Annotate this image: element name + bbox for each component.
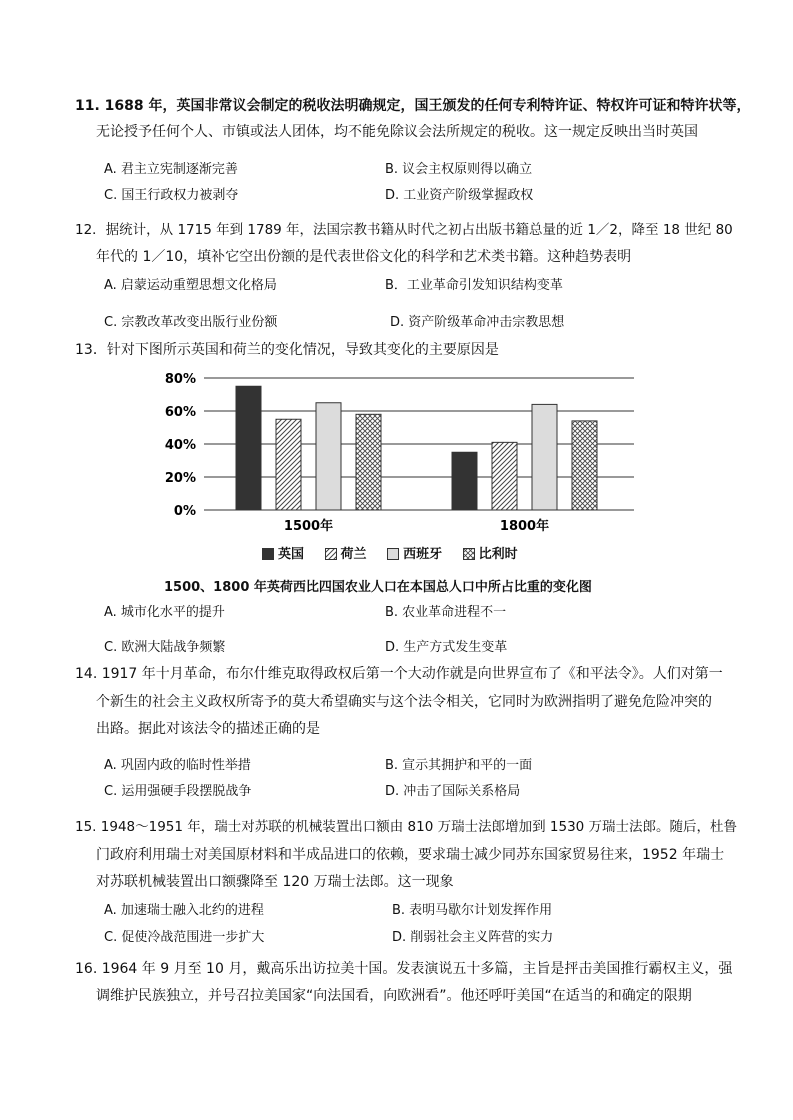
q11-stem-line1: 11. 1688 年，英国非常议会制定的税收法明确规定，国王颁发的任何专利特许证、特权许可证和特许状等，: [75, 98, 751, 114]
q11-option-c: C. 国王行政权力被剥夺: [104, 188, 239, 203]
bar-belgium-0: [356, 414, 381, 510]
y-tick-label: 60%: [164, 405, 196, 420]
q14-option-d: D. 冲击了国际关系格局: [385, 784, 521, 799]
q15-option-d: D. 削弱社会主义阵营的实力: [392, 930, 554, 945]
q13-option-d: D. 生产方式发生变革: [385, 640, 508, 655]
bar-netherlands-1: [492, 442, 517, 510]
q15-option-b: B. 表明马歇尔计划发挥作用: [392, 903, 553, 918]
agricultural-population-chart: [160, 366, 640, 536]
y-tick-label: 20%: [164, 471, 196, 486]
q11-option-b: B. 议会主权原则得以确立: [385, 162, 533, 177]
bar-netherlands-0: [276, 419, 301, 510]
legend-item-britain: [262, 547, 304, 562]
q14-stem-line1: 14. 1917 年十月革命，布尔什维克取得政权后第一个大动作就是向世界宣布了《和平法令》。人们对第一: [75, 666, 723, 682]
chart-y-ticks: [165, 372, 196, 519]
legend-label-spain: 西班牙: [403, 547, 443, 562]
q11-option-a: A. 君主立宪制逐渐完善: [104, 162, 238, 177]
y-tick-label: 40%: [164, 438, 196, 453]
q12-option-a: A. 启蒙运动重塑思想文化格局: [104, 278, 277, 293]
bar-spain-0: [316, 403, 341, 510]
q15-stem-line3: 对苏联机械装置出口额骤降至 120 万瑞士法郎。这一现象: [96, 874, 454, 890]
chart-x-ticks: [284, 518, 549, 534]
x-tick-label: 1500年: [283, 519, 334, 534]
q14-stem-line3: 出路。据此对该法令的描述正确的是: [96, 721, 320, 737]
y-tick-label: 0%: [173, 504, 196, 519]
q12-stem-line2: 年代的 1／10，填补它空出份额的是代表世俗文化的科学和艺术类书籍。这种趋势表明: [96, 249, 632, 265]
legend-label-britain: 英国: [278, 547, 305, 562]
chart-caption: 1500、1800 年英荷西比四国农业人口在本国总人口中所占比重的变化图: [164, 580, 592, 595]
q14-option-c: C. 运用强硬手段摆脱战争: [104, 784, 252, 799]
legend-item-spain: [387, 547, 442, 562]
q12-stem-line1: 12．据统计，从 1715 年到 1789 年，法国宗教书籍从时代之初占出版书籍总量的近 1／2，降至 18 世纪 80: [75, 222, 733, 238]
bar-britain-1: [452, 452, 477, 510]
legend-label-belgium: 比利时: [478, 547, 518, 562]
q12-option-d: D. 资产阶级革命冲击宗教思想: [390, 315, 565, 330]
q12-option-b: B．工业革命引发知识结构变革: [385, 278, 563, 293]
q15-option-c: C. 促使冷战范围进一步扩大: [104, 930, 265, 945]
q15-stem-line1: 15. 1948～1951 年，瑞士对苏联的机械装置出口额由 810 万瑞士法郎增加到 1530 万瑞士法郎。随后，杜鲁: [75, 819, 738, 835]
bar-britain-0: [236, 386, 261, 510]
chart-bars: [236, 386, 597, 510]
q13-option-b: B. 农业革命进程不一: [385, 605, 507, 620]
bar-belgium-1: [572, 421, 597, 510]
q16-stem-line2: 调维护民族独立，并号召拉美国家“向法国看，向欧洲看”。他还呼吁美国“在适当的和确定的限期: [96, 988, 692, 1004]
q14-option-a: A. 巩固内政的临时性举措: [104, 758, 251, 773]
q14-option-b: B. 宣示其拥护和平的一面: [385, 758, 533, 773]
q12-option-c: C. 宗教改革改变出版行业份额: [104, 315, 278, 330]
bar-spain-1: [532, 404, 557, 510]
q14-stem-line2: 个新生的社会主义政权所寄予的莫大希望确实与这个法令相关，它同时为欧洲指明了避免危险冲突的: [96, 694, 712, 710]
q16-stem-line1: 16. 1964 年 9 月至 10 月，戴高乐出访拉美十国。发表演说五十多篇，主旨是抨击美国推行霸权主义，强: [75, 961, 733, 977]
legend-label-netherlands: 荷兰: [340, 547, 367, 562]
q13-option-c: C. 欧洲大陆战争频繁: [104, 640, 226, 655]
q13-option-a: A. 城市化水平的提升: [104, 605, 225, 620]
y-tick-label: 80%: [164, 372, 196, 387]
legend-item-belgium: [463, 547, 518, 562]
chart-legend: [262, 543, 534, 562]
q11-option-d: D. 工业资产阶级掌握政权: [385, 188, 534, 203]
q13-stem: 13．针对下图所示英国和荷兰的变化情况，导致其变化的主要原因是: [75, 342, 499, 358]
q11-stem-line2: 无论授予任何个人、市镇或法人团体，均不能免除议会法所规定的税收。这一规定反映出当时英国: [96, 124, 698, 140]
x-tick-label: 1800年: [499, 519, 550, 534]
legend-item-netherlands: [325, 547, 367, 562]
q15-option-a: A. 加速瑞士融入北约的进程: [104, 903, 264, 918]
chart-gridlines: [204, 378, 634, 510]
q15-stem-line2: 门政府利用瑞士对美国原材料和半成品进口的依赖，要求瑞士减少同苏东国家贸易往来，1952 年瑞士: [96, 847, 725, 863]
